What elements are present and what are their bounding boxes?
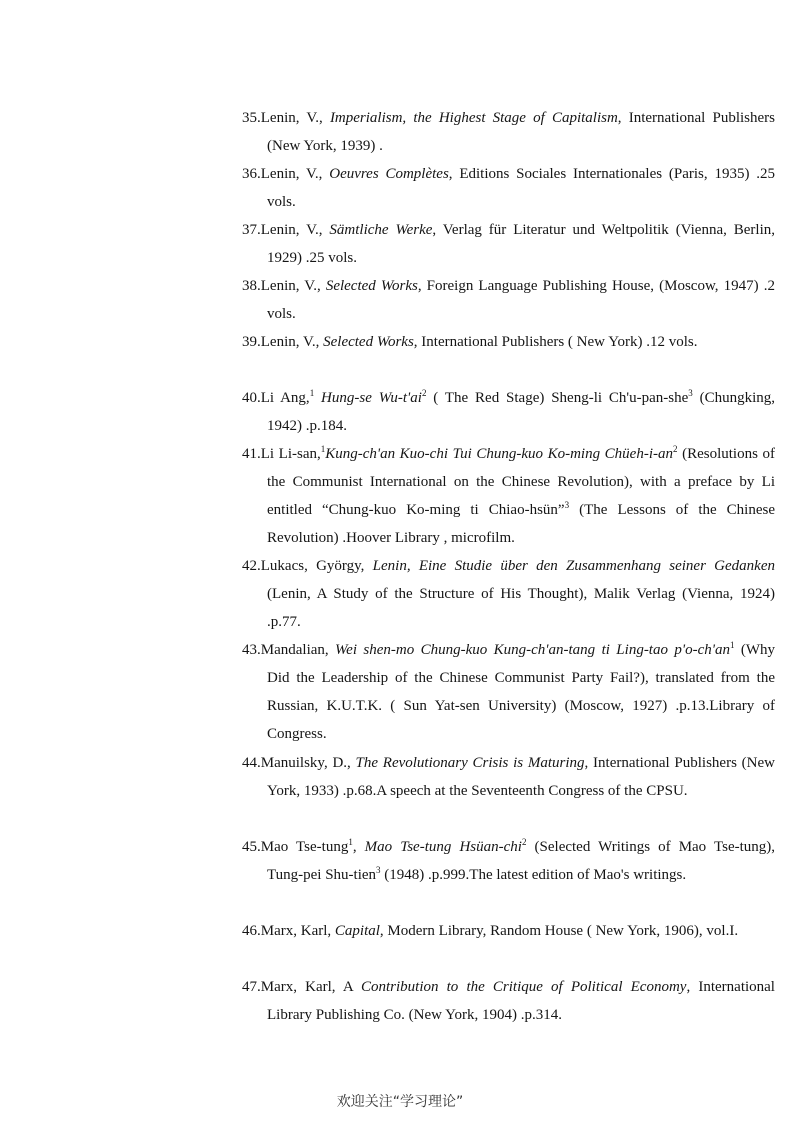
footnote-marker: 2 — [673, 444, 678, 454]
reference-title: Imperialism, the Highest Stage of Capitalism — [329, 110, 618, 126]
reference-entry — [242, 833, 775, 889]
reference-text: 46.Marx, Karl, — [242, 923, 335, 939]
footnote-marker: 1 — [348, 837, 353, 847]
reference-text: 38.Lenin, V., — [242, 278, 326, 294]
reference-text: (Lenin, A Study of the Structure of His Thought), Malik Verlag (Vienna, 1924) .p.77. — [267, 586, 775, 630]
footnote-marker: 2 — [421, 388, 427, 398]
reference-text: , Modern Library, Random House ( New York, 1906), vol.I. — [379, 923, 739, 939]
footnote-marker: 1 — [309, 388, 315, 398]
reference-text: (Selected Writings of Mao Tse-tung), Tung-pei Shu-tien — [267, 839, 776, 883]
reference-entry — [242, 216, 775, 272]
reference-title: Selected Works — [325, 278, 418, 294]
reference-title: Wei shen-mo Chung-kuo Kung-ch'an-tang ti Ling-tao p'o-ch'an — [335, 642, 730, 658]
reference-text: 39.Lenin, V., — [242, 334, 324, 350]
reference-title: Oeuvres Complètes — [329, 166, 449, 182]
page-footer: 欢迎关注“学习理论” — [336, 1094, 464, 1110]
footnote-marker: 3 — [376, 865, 381, 875]
reference-text: , International Library Publishing Co. (New York, 1904) .p.314. — [267, 979, 775, 1023]
reference-text: , International Publishers ( New York) .12 vols. — [413, 334, 698, 350]
reference-text: (Resolutions of the Communist International on the Chinese Revolution), with a preface by Li entitled “Chung-kuo Ko-ming ti Chiao-hsün” — [267, 446, 775, 518]
reference-title: Capital — [334, 923, 380, 939]
reference-text: 40.Li Ang, — [242, 390, 310, 406]
reference-text: (Chungking, 1942) .p.184. — [267, 390, 776, 434]
reference-text: 45.Mao Tse-tung — [242, 839, 349, 855]
reference-text: 47.Marx, Karl, A — [242, 979, 361, 995]
reference-text: , Editions Sociales Internationales (Paris, 1935) .25 vols. — [267, 166, 775, 210]
footnote-marker: 2 — [521, 837, 527, 847]
reference-entry — [242, 917, 775, 945]
reference-text: , Foreign Language Publishing House, (Moscow, 1947) .2 vols. — [267, 278, 775, 322]
reference-text: , International Publishers (New York, 1939) . — [267, 110, 775, 154]
reference-text: , — [352, 839, 365, 855]
reference-entry — [242, 384, 775, 440]
reference-title: Kung-ch'an Kuo-chi Tui Chung-kuo Ko-ming Chüeh-i-an — [325, 446, 673, 462]
reference-title: Hung-se Wu-t'ai — [321, 390, 422, 406]
reference-title: Lenin, Eine Studie über den Zusammenhang seiner Gedanken — [372, 558, 775, 574]
reference-text: 44.Manuilsky, D., — [242, 755, 356, 771]
reference-text: 37.Lenin, V., — [242, 222, 330, 238]
reference-text: 42.Lukacs, György, — [242, 558, 373, 574]
footnote-marker: 1 — [320, 444, 326, 454]
reference-entry — [242, 973, 775, 1029]
reference-text: 41.Li Li-san, — [242, 446, 321, 462]
reference-entry — [242, 749, 775, 805]
reference-text: 36.Lenin, V., — [242, 166, 330, 182]
footnote-marker: 3 — [564, 500, 570, 510]
reference-entry — [242, 440, 775, 552]
footnote-marker: 3 — [688, 388, 693, 398]
reference-title: Mao Tse-tung Hsüan-chi — [364, 839, 522, 855]
reference-text: 35.Lenin, V., — [242, 110, 330, 126]
reference-title: The Revolutionary Crisis is Maturing — [355, 755, 585, 771]
reference-text: , International Publishers (New York, 1933) .p.68.A speech at the Seventeenth Congress of the CPSU. — [267, 755, 775, 799]
reference-entry — [242, 104, 775, 160]
footnote-marker: 1 — [729, 640, 735, 650]
reference-entry — [242, 272, 775, 328]
reference-entry — [242, 552, 775, 636]
reference-entry — [242, 328, 775, 356]
reference-text: (1948) .p.999.The latest edition of Mao's writings. — [380, 867, 687, 883]
reference-title: Contribution to the Critique of Political Economy — [360, 979, 687, 995]
reference-text: , Verlag für Literatur und Weltpolitik (Vienna, Berlin, 1929) .25 vols. — [267, 222, 775, 266]
reference-text: 43.Mandalian, — [242, 642, 336, 658]
reference-text: (The Lessons of the Chinese Revolution) .Hoover Library , microfilm. — [267, 502, 776, 546]
reference-text: (Why Did the Leadership of the Chinese Communist Party Fail?), translated from the Russian, K.U.T.K. ( Sun Yat-sen University) (Moscow, 1927) .p.13.Library of Congress. — [267, 642, 776, 742]
reference-entry — [242, 160, 775, 216]
reference-entry — [242, 636, 775, 748]
reference-title: Sämtliche Werke — [329, 222, 433, 238]
reference-text: ( The Red Stage) Sheng-li Ch'u-pan-she — [426, 390, 689, 406]
reference-title: Selected Works — [323, 334, 414, 350]
